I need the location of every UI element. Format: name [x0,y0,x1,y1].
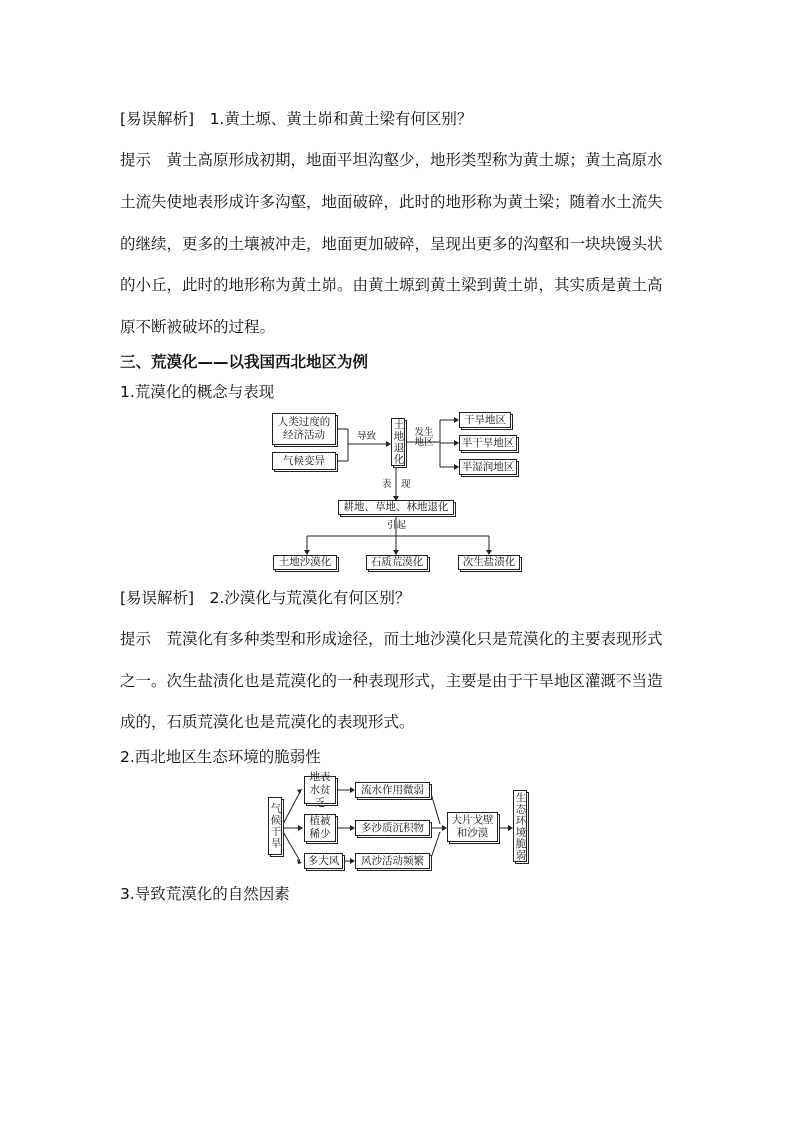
question-text: 1.黄土塬、黄土峁和黄土梁有何区别？ [209,110,473,128]
lead-to-label: 导致 [357,431,377,442]
subsection-heading: 3.导致荒漠化的自然因素 [120,885,290,903]
answer-line: 原不断被破坏的过程。 [120,318,276,336]
sparse-vegetation-box: 植被稀少 [304,814,336,842]
answer-line: 的小丘，此时的地形称为黄土峁。由黄土塬到黄土梁到黄土峁，其实质是黄土高 [120,276,663,294]
land-degradation-types-box: 耕地、草地、林地退化 [338,500,454,515]
frequent-sandstorm-box: 风沙活动频繁 [355,853,430,869]
land-degradation-box: 土地退化 [392,419,405,465]
cause-human-activity-box: 人类过度的经济活动 [272,413,336,445]
sandy-sediments-box: 多沙质沉积物 [355,820,430,836]
result-rocky-desertification-box: 石质荒漠化 [366,555,428,570]
section-heading: 三、荒漠化——以我国西北地区为例 [120,353,369,371]
answer-line: 提示 荒漠化有多种类型和形成途径，而土地沙漠化只是荒漠化的主要表现形式 [120,630,663,648]
result-salinization-box: 次生盐渍化 [458,555,520,570]
subsection-heading: 2.西北地区生态环境的脆弱性 [120,748,321,766]
error-analysis-label: [易误解析] [120,110,195,128]
answer-line: 之一。次生盐渍化也是荒漠化的一种表现形式，主要是由于干旱地区灌溉不当造 [120,672,663,690]
strong-wind-box: 多大风 [304,853,343,869]
subsection-heading: 1.荒漠化的概念与表现 [120,383,275,401]
answer-line: 提示 黄土高原形成初期，地面平坦沟壑少，地形类型称为黄土塬；黄土高原水 [120,151,663,169]
error-analysis-label: [易误解析] [120,589,195,607]
cause-label: 引起 [387,520,407,531]
surface-water-scarce-box: 地表水贫乏 [304,776,336,804]
answer-line: 的继续，更多的土壤被冲走，地面更加破碎，呈现出更多的沟壑和一块块馒头状 [120,235,663,253]
cause-climate-box: 气候变异 [272,452,336,470]
occur-region-label: 发生地区 [414,427,434,448]
region-arid-box: 干旱地区 [459,412,511,428]
gobi-desert-box: 大片戈壁和沙漠 [447,812,498,842]
answer-line: 土流失使地表形成许多沟壑，地面破碎，此时的地形称为黄土梁；随着水土流失 [120,193,663,211]
manifest-label: 表 现 [382,479,411,490]
arid-climate-box: 气候干旱 [268,797,282,855]
result-sandy-desertification-box: 土地沙漠化 [273,555,337,570]
region-semiarid-box: 半干旱地区 [459,435,517,451]
question-text: 2.沙漠化与荒漠化有何区别？ [209,589,411,607]
region-semihumid-box: 半湿润地区 [459,459,517,475]
weak-fluvial-action-box: 流水作用微弱 [355,782,430,798]
fragile-ecology-box: 生态环境脆弱 [514,791,527,861]
answer-line: 成的，石质荒漠化也是荒漠化的表现形式。 [120,713,415,731]
